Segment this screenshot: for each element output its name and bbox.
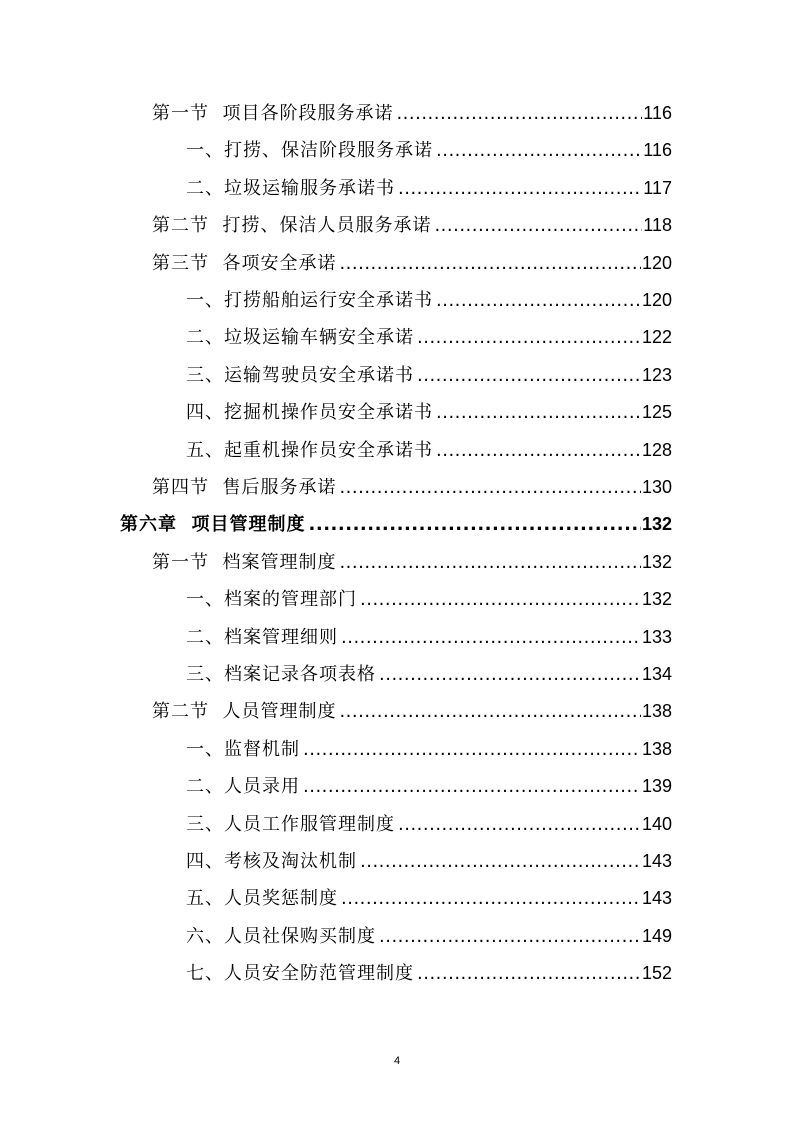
toc-entry-label: 五、起重机操作员安全承诺书 — [186, 439, 433, 461]
toc-entry-page: 122 — [641, 327, 672, 348]
toc-entry-label: 五、人员奖惩制度 — [186, 888, 338, 910]
toc-entry-page: 140 — [641, 813, 672, 834]
toc-dot-leader — [398, 178, 642, 200]
toc-entry-label: 一、档案的管理部门 — [186, 589, 357, 611]
toc-subsection-entry[interactable] — [186, 326, 672, 348]
toc-subsection-entry[interactable] — [186, 177, 672, 199]
toc-entry-label: 六、人员社保购买制度 — [186, 925, 376, 947]
toc-entry-page: 138 — [641, 701, 672, 722]
toc-entry-label: 三、人员工作服管理制度 — [186, 813, 395, 835]
toc-entry-label: 四、考核及淘汰机制 — [186, 851, 357, 872]
toc-dot-leader — [417, 327, 641, 349]
toc-section-entry[interactable] — [152, 214, 672, 236]
toc-dot-leader — [341, 627, 641, 649]
toc-entry-label: 第一节 档案管理制度 — [152, 551, 337, 573]
toc-subsection-entry[interactable] — [186, 925, 672, 947]
toc-section-entry[interactable] — [152, 551, 672, 573]
toc-section-entry[interactable] — [152, 102, 672, 124]
toc-entry-page: 120 — [641, 252, 672, 273]
toc-dot-leader — [309, 514, 641, 536]
toc-entry-page: 138 — [641, 738, 672, 759]
toc-entry-label: 三、运输驾驶员安全承诺书 — [186, 364, 414, 386]
toc-entry-page: 125 — [641, 402, 672, 423]
toc-entry-page: 116 — [643, 140, 672, 161]
page-number: 4 — [393, 1055, 401, 1067]
toc-subsection-entry[interactable] — [186, 775, 672, 797]
toc-subsection-entry[interactable] — [186, 364, 672, 386]
toc-entry-label: 第六章 项目管理制度 — [120, 514, 306, 536]
toc-entry-label: 第二节 打捞、保洁人员服务承诺 — [152, 215, 432, 237]
toc-entry-page: 123 — [641, 364, 672, 385]
toc-entry-label: 一、打捞、保洁阶段服务承诺 — [186, 140, 433, 162]
toc-dot-leader — [417, 365, 641, 387]
toc-dot-leader — [339, 552, 641, 574]
toc-entry-label: 二、档案管理细则 — [186, 626, 338, 648]
toc-subsection-entry[interactable] — [186, 887, 672, 909]
toc-dot-leader — [303, 739, 641, 761]
toc-entry-page: 152 — [641, 963, 672, 984]
toc-subsection-entry[interactable] — [186, 738, 672, 760]
toc-dot-leader — [417, 963, 641, 985]
toc-entry-page: 143 — [641, 888, 672, 909]
toc-dot-leader — [360, 589, 641, 611]
toc-entry-page: 149 — [641, 925, 672, 946]
toc-entry-page: 120 — [641, 290, 672, 310]
toc-subsection-entry[interactable] — [186, 139, 672, 161]
toc-dot-leader — [339, 477, 641, 499]
toc-subsection-entry[interactable] — [186, 962, 672, 984]
toc-dot-leader — [436, 440, 641, 462]
toc-entry-page: 139 — [641, 776, 672, 797]
toc-dot-leader — [436, 140, 642, 162]
toc-entry-label: 第三节 各项安全承诺 — [152, 252, 337, 274]
toc-dot-leader — [379, 926, 641, 948]
toc-entry-label: 第一节 项目各阶段服务承诺 — [152, 103, 394, 124]
toc-entry-page: 118 — [643, 215, 672, 236]
toc-subsection-entry[interactable] — [186, 289, 672, 311]
toc-entry-label: 一、监督机制 — [186, 738, 300, 760]
toc-entry-page: 132 — [641, 551, 672, 572]
toc-entry-page: 117 — [643, 177, 672, 198]
toc-entry-page: 132 — [641, 589, 672, 610]
toc-subsection-entry[interactable] — [186, 850, 672, 872]
toc-chapter-entry[interactable] — [120, 513, 672, 535]
toc-dot-leader — [303, 776, 641, 798]
toc-section-entry[interactable] — [152, 476, 672, 498]
toc-dot-leader — [436, 402, 641, 424]
toc-entry-label: 第二节 人员管理制度 — [152, 701, 337, 723]
toc-entry-page: 116 — [643, 103, 672, 123]
toc-entry-label: 三、档案记录各项表格 — [186, 664, 376, 685]
toc-entry-label: 二、人员录用 — [186, 776, 300, 798]
toc-entry-page: 128 — [641, 439, 672, 460]
toc-entry-page: 133 — [641, 626, 672, 647]
toc-entry-page: 134 — [641, 664, 672, 684]
toc-dot-leader — [398, 814, 641, 836]
toc-subsection-entry[interactable] — [186, 588, 672, 610]
toc-dot-leader — [339, 253, 641, 275]
toc-subsection-entry[interactable] — [186, 813, 672, 835]
toc-entry-label: 二、垃圾运输服务承诺书 — [186, 177, 395, 199]
toc-subsection-entry[interactable] — [186, 401, 672, 423]
toc-entry-page: 143 — [641, 851, 672, 871]
toc-entry-label: 第四节 售后服务承诺 — [152, 477, 337, 498]
toc-subsection-entry[interactable] — [186, 626, 672, 648]
toc-dot-leader — [436, 290, 641, 312]
toc-dot-leader — [396, 103, 642, 125]
toc-entry-page: 132 — [641, 514, 672, 535]
toc-entry-label: 四、挖掘机操作员安全承诺书 — [186, 402, 433, 424]
toc-dot-leader — [360, 851, 641, 873]
toc-entry-label: 二、垃圾运输车辆安全承诺 — [186, 327, 414, 349]
toc-entry-label: 一、打捞船舶运行安全承诺书 — [186, 290, 433, 311]
toc-subsection-entry[interactable] — [186, 663, 672, 685]
toc-dot-leader — [339, 701, 641, 723]
toc-dot-leader — [434, 215, 642, 237]
toc-section-entry[interactable] — [152, 700, 672, 722]
toc-dot-leader — [379, 664, 641, 686]
toc-entry-label: 七、人员安全防范管理制度 — [186, 963, 414, 985]
toc-subsection-entry[interactable] — [186, 439, 672, 461]
toc-entry-page: 130 — [641, 477, 672, 497]
toc-section-entry[interactable] — [152, 252, 672, 274]
toc-dot-leader — [341, 888, 641, 910]
